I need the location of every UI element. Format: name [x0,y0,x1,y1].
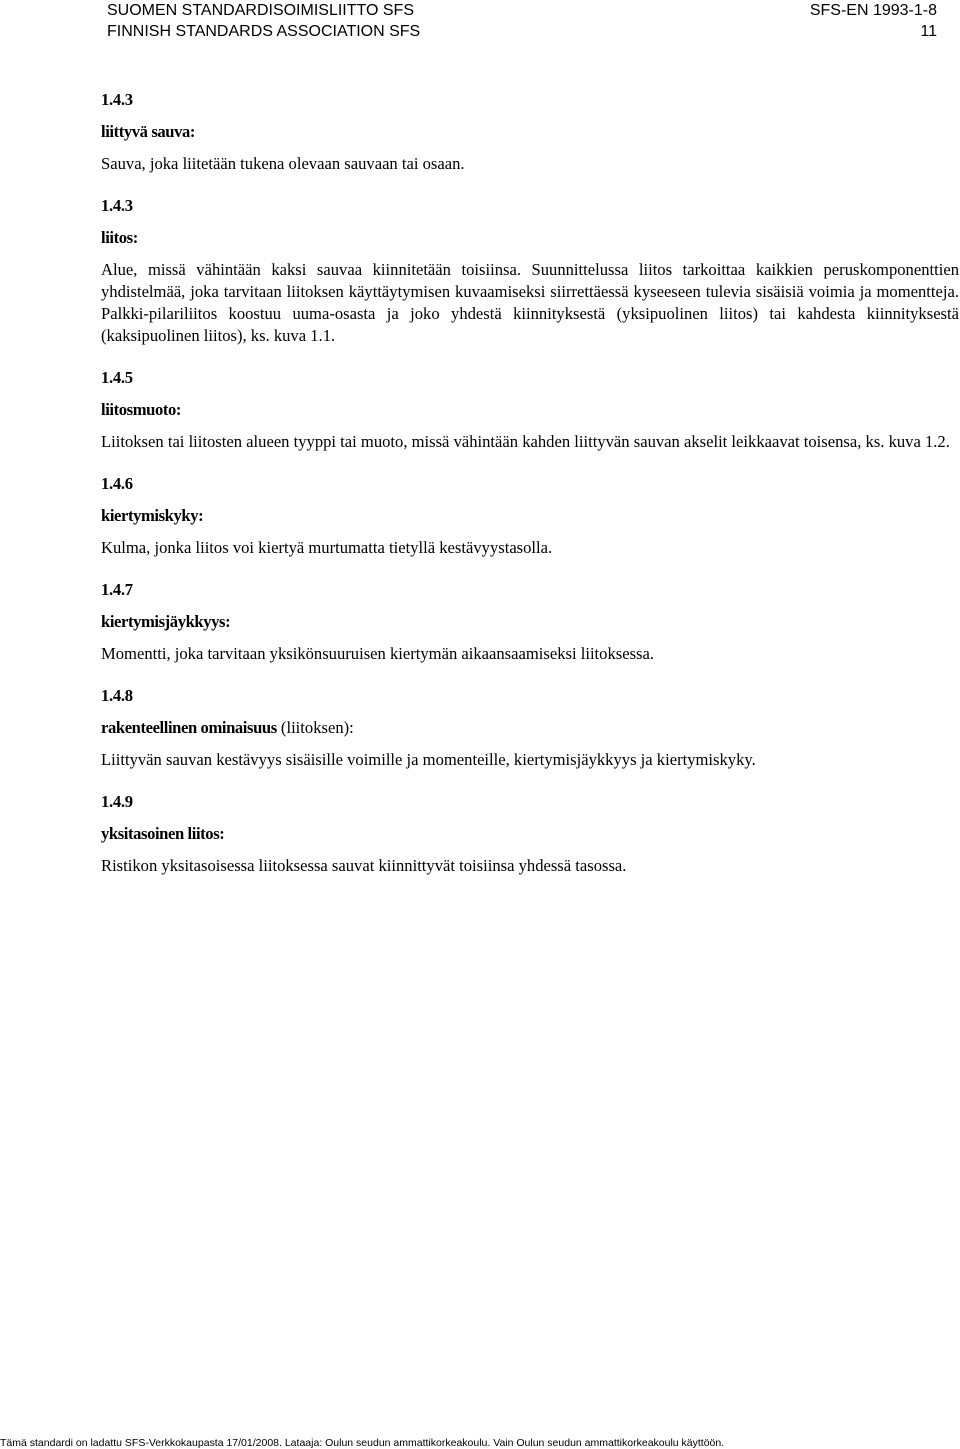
term [101,611,959,633]
definition-entry [101,473,959,559]
definition-text: Liittyvän sauvan kestävyys sisäisille voimille ja momenteille, kiertymisjäykkyys ja kiertymiskyky. [101,750,756,769]
definition-entry [101,367,959,453]
term-name: kiertymiskyky: [101,506,204,525]
definition-text: Momentti, joka tarvitaan yksikönsuuruisen kiertymän aikaansaamiseksi liitoksessa. [101,644,655,663]
term [101,823,959,845]
definition-text: Alue, missä vähintään kaksi sauvaa kiinnitetään toisiinsa. Suunnittelussa liitos tarkoittaa kaikkien peruskomponenttien yhdistelmää, joka tarvitaan liitoksen käyttäytymisen kuvaamiseksi siirrettäessä kyseeseen tulevia sisäisiä voimia ja momentteja. Palkki-pilariliitos koostuu uuma-osasta ja joko yhdestä kiinnityksestä (yksipuolinen liitos) tai kahdesta kiinnityksestä (kaksipuolinen liitos), ks. kuva 1.1. [101,260,959,345]
organization-name-fi: SUOMEN STANDARDISOIMISLIITTO SFS [107,2,414,19]
clause-number: 1.4.5 [101,368,133,387]
definition-entry [101,195,959,347]
clause-number: 1.4.7 [101,580,133,599]
term-name: liitosmuoto: [101,400,182,419]
download-notice: Tämä standardi on ladattu SFS-Verkkokaupasta 17/01/2008. Lataaja: Oulun seudun ammattikorkeakoulu. Vain Oulun seudun ammattikorkeakoulu käyttöön. [0,1437,725,1449]
clause-number: 1.4.6 [101,474,133,493]
term [101,399,959,421]
organization-name-en: FINNISH STANDARDS ASSOCIATION SFS [107,23,421,40]
page-number: 11 [920,23,937,40]
definition-text: Kulma, jonka liitos voi kiertyä murtumatta tietyllä kestävyystasolla. [101,538,553,557]
term [101,227,959,249]
term [101,717,959,739]
clause-number: 1.4.9 [101,792,133,811]
definition-entry [101,685,959,771]
term [101,121,959,143]
definition-entry [101,791,959,877]
definitions-list [101,89,959,877]
term-name: rakenteellinen ominaisuus [101,718,277,737]
term-name: liitos: [101,228,138,247]
term-name: kiertymisjäykkyys: [101,612,231,631]
clause-number: 1.4.3 [101,196,133,215]
term-qualifier: (liitoksen): [276,718,354,737]
definition-text: Ristikon yksitasoisessa liitoksessa sauvat kiinnittyvät toisiinsa yhdessä tasossa. [101,856,627,875]
standard-id: SFS-EN 1993-1-8 [809,2,937,19]
page-header [0,0,960,46]
definition-text: Sauva, joka liitetään tukena olevaan sauvaan tai osaan. [101,154,465,173]
definition-entry [101,89,959,175]
clause-number: 1.4.3 [101,90,133,109]
definition-entry [101,579,959,665]
definition-text: Liitoksen tai liitosten alueen tyyppi tai muoto, missä vähintään kahden liittyvän sauvan akselit leikkaavat toisensa, ks. kuva 1.2. [101,432,950,451]
clause-number: 1.4.8 [101,686,133,705]
term-name: liittyvä sauva: [101,122,196,141]
term-name: yksitasoinen liitos: [101,824,225,843]
term [101,505,959,527]
